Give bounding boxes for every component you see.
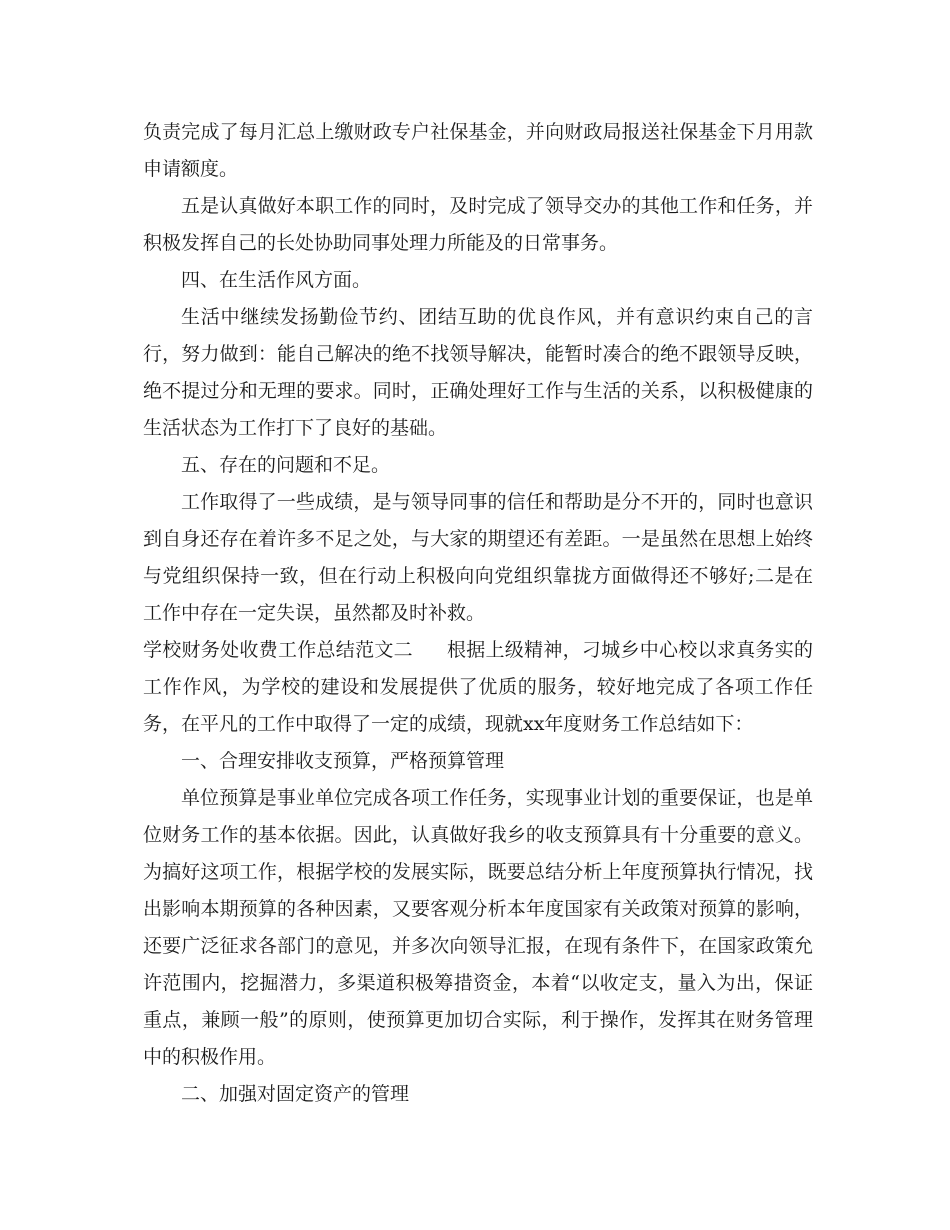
section-title: 学校财务处收费工作总结范文二 [143, 639, 413, 661]
section-two-intro [143, 632, 813, 743]
paragraph-point-five: 五是认真做好本职工作的同时，及时完成了领导交办的其他工作和任务，并积极发挥自己的长处协助同事处理力所能及的日常事务。 [143, 195, 813, 254]
paragraph-problems: 工作取得了一些成绩，是与领导同事的信任和帮助是分不开的，同时也意识到自身还存在着许多不足之处，与大家的期望还有差距。一是虽然在思想上始终与党组织保持一致，但在行动上积极向向党组织靠拢方面做得还不够好;二是在工作中存在一定失误，虽然都及时补救。 [143, 491, 813, 624]
paragraph-continuation: 负责完成了每月汇总上缴财政专户社保基金，并向财政局报送社保基金下月用款申请额度。 [143, 121, 813, 180]
paragraph-budget: 单位预算是事业单位完成各项工作任务，实现事业计划的重要保证，也是单位财务工作的基本依据。因此，认真做好我乡的收支预算具有十分重要的意义。为搞好这项工作，根据学校的发展实际，既要总结分析上年度预算执行情况，找出影响本期预算的各种因素，又要客观分析本年度国家有关政策对预算的影响，还要广泛征求各部门的意见，并多次向领导汇报，在现有条件下，在国家政策允许范围内，挖掘潜力，多渠道积极筹措资金，本着“以收定支，量入为出，保证重点，兼顾一般”的原则，使预算更加切合实际，利于操作，发挥其在财务管理中的积极作用。 [143, 787, 813, 1068]
section-lead: 根据上级精神，刁城乡中心校以求真务实的工作作风，为学校的建设和发展提供了优质的服务，较好地完成了各项工作任务，在平凡的工作中取得了一定的成绩，现就xx年度财务工作总结如下： [143, 639, 813, 735]
paragraph-lifestyle: 生活中继续发扬勤俭节约、团结互助的优良作风，并有意识约束自己的言行，努力做到：能自己解决的绝不找领导解决，能暂时凑合的绝不跟领导反映，绝不提过分和无理的要求。同时，正确处理好工作与生活的关系，以积极健康的生活状态为工作打下了良好的基础。 [143, 306, 813, 439]
heading-budget: 一、合理安排收支预算，严格预算管理 [181, 750, 505, 772]
heading-problems: 五、存在的问题和不足。 [181, 454, 391, 476]
heading-lifestyle: 四、在生活作风方面。 [181, 269, 372, 291]
document-body [143, 114, 813, 1113]
heading-fixed-assets: 二、加强对固定资产的管理 [181, 1083, 410, 1105]
